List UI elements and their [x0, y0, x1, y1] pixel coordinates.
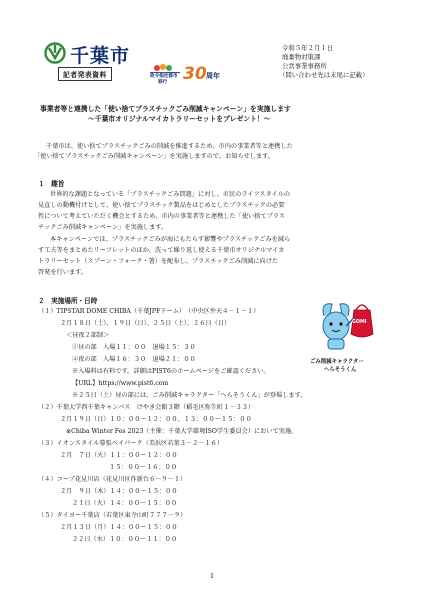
title-line-2: 〜千葉市オリジナルマイカトラリーセットをプレゼント！〜 — [88, 115, 271, 123]
section1-line: 世界的な課題となっている「プラスチックごみ問題」に対し、市民のライフスタイルの — [50, 191, 291, 198]
department-2: 公営事業事務所 — [282, 62, 327, 70]
venue-3-title: （３）イオンスタイル幕張ベイパーク（美浜区若葉３－２－１６） — [38, 440, 224, 447]
release-date: 令和５年２月１日 — [282, 44, 334, 52]
contact-note: （問い合わせ先は末尾に記載） — [279, 71, 369, 79]
anniversary-text2: 移行 — [158, 80, 168, 85]
venue-1-title: （１）TIPSTAR DOME CHIBA（千葉JPFドーム） （中央区弁天４－１－１） — [38, 308, 260, 315]
section1-line: 本キャンペーンでは、プラスチックごみが海にもたらす影響やプラスチックごみを減ら — [50, 236, 291, 243]
section2-heading: ２ 実施場所・日時 — [38, 297, 98, 305]
section1-line: 啓発を行います。 — [38, 269, 88, 276]
venue-5-time-2: ２２日（水）１０：００～１１：００ — [72, 536, 178, 543]
section1-line: 性について考えていただく機会とするため、市内の事業者等と連携した「使い捨てプラス — [38, 213, 285, 220]
anniversary-unit: 周年 — [206, 72, 220, 80]
venue-3-time-2: １５：００～１６：００ — [109, 464, 178, 471]
anniversary-number: 30 — [183, 64, 207, 84]
section1-heading: １ 趣旨 — [38, 180, 65, 188]
chiba-city-logo-icon — [44, 42, 66, 64]
city-name: 千葉市 — [70, 45, 131, 67]
title-line-1: 事業者等と連携した「使い捨てプラスチックごみ削減キャンペーン」を実施します — [40, 105, 291, 113]
venue-2-title: （２）千葉大学西千葉キャンパス けやき会館３階（稲毛区弥生町１－３３） — [38, 404, 255, 411]
venue-1-mascot-note: ※２５日（土）昼の部には、ごみ削減キャラクター「へらそうくん」が登場します。 — [72, 392, 307, 399]
venue-2-time: ２月１９日（日）１０：００～１２：００、１３：００～１５：００ — [60, 416, 252, 423]
venue-3-time-1: ２月 ７日（火）１１：００～１２：００ — [60, 452, 178, 459]
section1-line: チックごみ削減キャンペーン」を実施します。 — [38, 224, 168, 231]
venue-4-time-1: ２月 ９日（木）１４：００～１５：００ — [60, 488, 178, 495]
mascot-bag-text: GOMI — [352, 320, 367, 325]
mascot-caption-1: ごみ削減キャラクター — [310, 359, 364, 365]
department-1: 廃棄物対策課 — [282, 53, 321, 61]
page-number: 1 — [210, 572, 215, 580]
intro-line-1: 千葉市は、使い捨てプラスチックごみの削減を推進するため、市内の事業者等と連携した — [46, 143, 293, 150]
venue-1-schedule-note: ＜昼夜２部制＞ — [66, 332, 110, 339]
venue-4-title: （４）コープ花見川店（花見川区作新台６－９－１） — [38, 476, 187, 483]
mascot-herasoukun-icon — [316, 296, 378, 354]
mascot-caption-2: へらそうくん — [324, 367, 357, 373]
venue-2-note: ※Chiba Winter Fes 2023（主催：千葉大学環境ISO学生委員会）において実施。 — [66, 428, 298, 435]
venue-4-time-2: ２１日（火）１４：００～１５：００ — [72, 500, 178, 507]
venue-1-url[interactable]: 【URL】https://www.pist6.com — [72, 380, 169, 387]
anniversary-badge — [148, 62, 228, 88]
anniversary-text1: 政令指定都市 — [150, 74, 178, 79]
intro-line-2: 「使い捨てプラスチックごみ削減キャンペーン」を実施しますので、お知らせします。 — [34, 153, 274, 160]
press-release-label: 記者発表資料 — [58, 67, 112, 81]
venue-5-title: （５）タイヨー千葉店（若葉区東寺山町７７７－９） — [38, 512, 187, 519]
section1-line: す工夫等をまとめたリーフレットのほか、洗って繰り返し使える千葉市オリジナルマイカ — [38, 247, 285, 254]
venue-5-time-1: ２月１３日（月）１４：００～１５：００ — [60, 524, 178, 531]
venue-1-day-session: ①昼の部 入場１１：００ 退場１５：３０ — [72, 344, 196, 351]
section1-line: トラリーセット（スプーン・フォーク・箸）を配布し、プラスチックごみ削減に向けた — [38, 258, 279, 265]
venue-1-fee-note: ※入場料は有料です。詳細はPIST6のホームページをご確認ください。 — [72, 368, 270, 375]
section1-line: 見直しの動機付けとして、使い捨てプラスチック製品をはじめとしたプラスチックの必要 — [38, 202, 285, 209]
venue-1-dates: ２月１８日（土）、１９日（日）、２５日（土）、２６日（日） — [60, 320, 231, 327]
venue-1-night-session: ②夜の部 入場１６：３０ 退場２１：００ — [72, 356, 196, 363]
